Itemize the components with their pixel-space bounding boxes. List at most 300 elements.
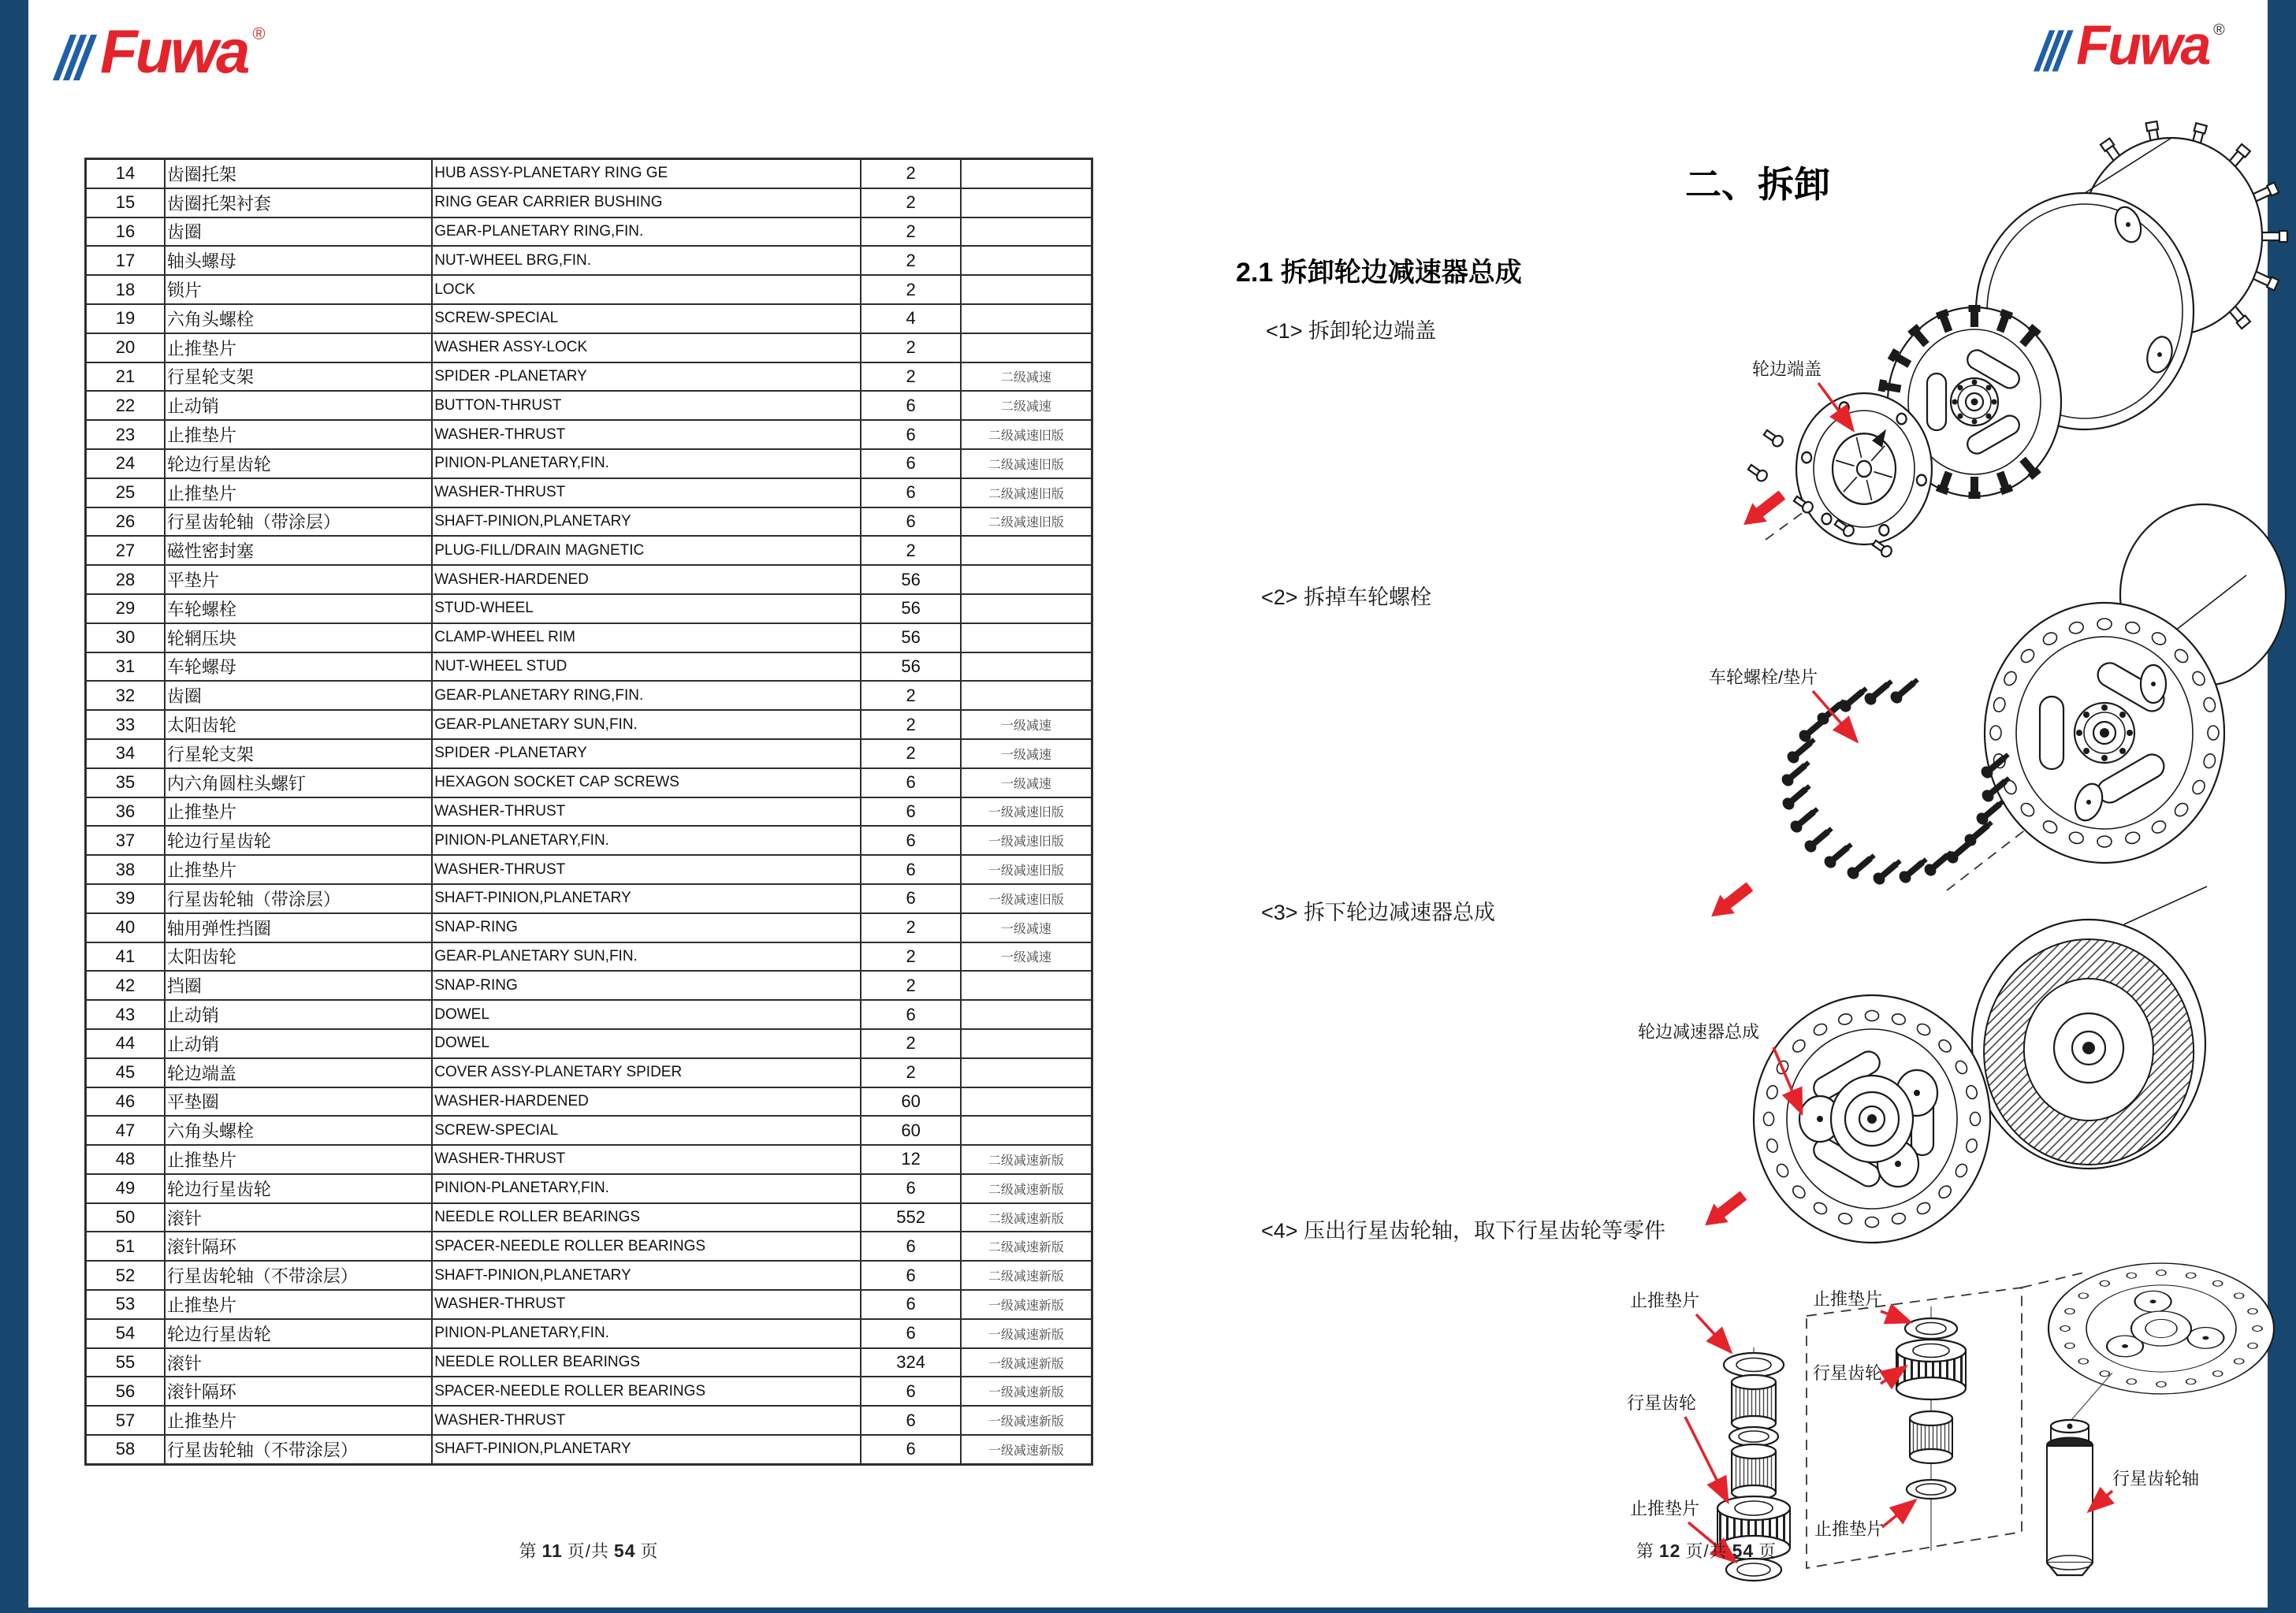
note-cell: 一级减速新版 xyxy=(961,1435,1092,1464)
quantity-cell: 6 xyxy=(861,1435,960,1464)
diagram-remove-reducer-assembly xyxy=(1537,918,2270,1257)
table-row xyxy=(86,391,1092,420)
part-name-en-cell: SHAFT-PINION,PLANETARY xyxy=(432,884,861,913)
reducer-assembly-drawing xyxy=(1754,995,1990,1243)
table-row xyxy=(86,217,1092,247)
part-name-en-cell: COVER ASSY-PLANETARY SPIDER xyxy=(432,1058,861,1087)
part-name-en-cell: SPIDER -PLANETARY xyxy=(432,739,861,768)
note-cell: 一级减速旧版 xyxy=(961,855,1092,884)
part-name-cn-cell: 行星齿轮轴（不带涂层） xyxy=(165,1435,432,1464)
quantity-cell: 2 xyxy=(861,1058,960,1087)
part-number-cell: 56 xyxy=(86,1377,165,1406)
planet-gear-callout-label: 行星齿轮 xyxy=(1627,1393,1697,1413)
part-number-cell: 51 xyxy=(86,1232,165,1261)
part-name-en-cell: SHAFT-PINION,PLANETARY xyxy=(432,1435,861,1464)
part-number-cell: 17 xyxy=(86,246,165,275)
part-name-en-cell: WASHER-THRUST xyxy=(432,855,861,884)
table-row xyxy=(86,275,1092,304)
note-cell xyxy=(961,1058,1092,1087)
note-cell xyxy=(961,594,1092,623)
note-cell: 二级减速旧版 xyxy=(961,420,1092,449)
part-number-cell: 30 xyxy=(86,623,165,652)
logo-slashes-icon xyxy=(61,35,92,80)
quantity-cell: 6 xyxy=(861,1319,960,1348)
part-name-cn-cell: 车轮螺栓 xyxy=(165,594,432,623)
note-cell xyxy=(961,275,1092,304)
table-row xyxy=(86,739,1092,768)
page-number-right: 第 12 页/共 54 页 xyxy=(1635,1541,1777,1561)
middle-parts-stack-drawing xyxy=(1896,1306,1966,1551)
note-cell: 二级减速旧版 xyxy=(961,449,1092,478)
part-name-en-cell: WASHER-THRUST xyxy=(432,1290,861,1319)
note-cell xyxy=(961,1116,1092,1145)
part-name-cn-cell: 止动销 xyxy=(165,391,432,420)
note-cell xyxy=(961,217,1092,247)
part-name-cn-cell: 六角头螺栓 xyxy=(165,304,432,333)
planet-shaft-callout-label: 行星齿轮轴 xyxy=(2112,1469,2200,1488)
note-cell: 一级减速旧版 xyxy=(961,884,1092,913)
quantity-cell: 6 xyxy=(861,1261,960,1290)
part-name-en-cell: WASHER-THRUST xyxy=(432,797,861,827)
part-name-cn-cell: 平垫圈 xyxy=(165,1087,432,1117)
part-name-cn-cell: 止推垫片 xyxy=(165,855,432,884)
table-row xyxy=(86,1087,1092,1117)
quantity-cell: 6 xyxy=(861,507,960,537)
table-row xyxy=(86,1435,1092,1464)
part-name-en-cell: GEAR-PLANETARY SUN,FIN. xyxy=(432,942,861,972)
part-name-en-cell: DOWEL xyxy=(432,1029,861,1058)
part-name-cn-cell: 轮边行星齿轮 xyxy=(165,449,432,478)
table-row xyxy=(86,507,1092,537)
table-row xyxy=(86,362,1092,392)
note-cell: 二级减速新版 xyxy=(961,1145,1092,1174)
quantity-cell: 2 xyxy=(861,971,960,1000)
quantity-cell: 2 xyxy=(861,1029,960,1058)
part-name-en-cell: RING GEAR CARRIER BUSHING xyxy=(432,188,861,217)
direction-arrow-icon xyxy=(1736,485,1789,534)
table-row xyxy=(86,855,1092,884)
part-name-cn-cell: 内六角圆柱头螺钉 xyxy=(165,768,432,797)
quantity-cell: 56 xyxy=(861,623,960,652)
part-number-cell: 24 xyxy=(86,449,165,478)
quantity-cell: 2 xyxy=(861,710,960,739)
quantity-cell: 6 xyxy=(861,1377,960,1406)
fuwa-logo xyxy=(2041,13,2225,76)
quantity-cell: 4 xyxy=(861,304,960,333)
part-number-cell: 28 xyxy=(86,565,165,594)
table-row xyxy=(86,884,1092,913)
washer-callout-label: 止推垫片 xyxy=(1813,1289,1883,1309)
part-name-cn-cell: 行星齿轮轴（带涂层） xyxy=(165,507,432,537)
part-number-cell: 54 xyxy=(86,1319,165,1348)
part-name-cn-cell: 六角头螺栓 xyxy=(165,1116,432,1145)
note-cell xyxy=(961,304,1092,333)
part-number-cell: 46 xyxy=(86,1087,165,1117)
part-name-cn-cell: 轴头螺母 xyxy=(165,246,432,275)
table-row xyxy=(86,1348,1092,1377)
part-name-en-cell: SNAP-RING xyxy=(432,913,861,942)
table-row xyxy=(86,420,1092,449)
part-number-cell: 35 xyxy=(86,768,165,797)
part-number-cell: 18 xyxy=(86,275,165,304)
table-row xyxy=(86,826,1092,855)
part-name-cn-cell: 滚针 xyxy=(165,1203,432,1232)
quantity-cell: 552 xyxy=(861,1203,960,1232)
part-number-cell: 50 xyxy=(86,1203,165,1232)
quantity-cell: 6 xyxy=(861,1000,960,1029)
note-cell: 二级减速新版 xyxy=(961,1261,1092,1290)
note-cell: 一级减速 xyxy=(961,710,1092,739)
part-number-cell: 25 xyxy=(86,478,165,507)
note-cell: 一级减速 xyxy=(961,942,1092,972)
parts-table xyxy=(84,158,1093,1466)
part-name-cn-cell: 止动销 xyxy=(165,1029,432,1058)
note-cell: 二级减速 xyxy=(961,391,1092,420)
part-name-cn-cell: 齿圈 xyxy=(165,681,432,710)
part-name-cn-cell: 齿圈托架 xyxy=(165,159,432,188)
part-number-cell: 42 xyxy=(86,971,165,1000)
logo-wordmark: Fuwa xyxy=(2076,13,2209,76)
part-name-en-cell: PINION-PLANETARY,FIN. xyxy=(432,449,861,478)
part-name-en-cell: WASHER-HARDENED xyxy=(432,1087,861,1117)
part-name-cn-cell: 轮辋压块 xyxy=(165,623,432,652)
note-cell: 二级减速新版 xyxy=(961,1232,1092,1261)
part-name-cn-cell: 滚针 xyxy=(165,1348,432,1377)
logo-slashes-icon xyxy=(2041,30,2069,71)
part-name-en-cell: BUTTON-THRUST xyxy=(432,391,861,420)
quantity-cell: 2 xyxy=(861,159,960,188)
part-name-en-cell: GEAR-PLANETARY RING,FIN. xyxy=(432,681,861,710)
step-1-label: <1> 拆卸轮边端盖 xyxy=(1266,319,1437,343)
table-row xyxy=(86,246,1092,275)
quantity-cell: 6 xyxy=(861,855,960,884)
table-row xyxy=(86,1174,1092,1203)
table-row xyxy=(86,188,1092,217)
table-row xyxy=(86,1290,1092,1319)
part-name-en-cell: SNAP-RING xyxy=(432,971,861,1000)
note-cell: 一级减速新版 xyxy=(961,1377,1092,1406)
part-name-cn-cell: 行星轮支架 xyxy=(165,362,432,392)
quantity-cell: 6 xyxy=(861,1232,960,1261)
hub-with-ring-gear-drawing xyxy=(1972,886,2207,1169)
logo-wordmark: Fuwa xyxy=(100,17,248,86)
section-title: 2.1 拆卸轮边减速器总成 xyxy=(1236,258,1522,288)
part-name-cn-cell: 行星轮支架 xyxy=(165,739,432,768)
parts-table-body xyxy=(86,159,1092,1465)
note-cell: 二级减速新版 xyxy=(961,1174,1092,1203)
quantity-cell: 2 xyxy=(861,217,960,247)
part-name-cn-cell: 止推垫片 xyxy=(165,1290,432,1319)
part-number-cell: 16 xyxy=(86,217,165,247)
part-number-cell: 39 xyxy=(86,884,165,913)
quantity-cell: 2 xyxy=(861,942,960,972)
quantity-cell: 2 xyxy=(861,681,960,710)
note-cell: 一级减速 xyxy=(961,768,1092,797)
wheel-stud-callout-label: 车轮螺栓/垫片 xyxy=(1709,667,1818,687)
part-number-cell: 15 xyxy=(86,188,165,217)
part-number-cell: 36 xyxy=(86,797,165,827)
note-cell: 一级减速新版 xyxy=(961,1406,1092,1435)
left-edge-bar xyxy=(0,0,28,1613)
table-row xyxy=(86,1203,1092,1232)
part-number-cell: 57 xyxy=(86,1406,165,1435)
part-name-en-cell: NUT-WHEEL STUD xyxy=(432,652,861,682)
part-name-cn-cell: 轮边行星齿轮 xyxy=(165,826,432,855)
step-3-label: <3> 拆下轮边减速器总成 xyxy=(1261,901,1496,924)
quantity-cell: 6 xyxy=(861,420,960,449)
part-name-en-cell: SPIDER -PLANETARY xyxy=(432,362,861,392)
part-name-cn-cell: 止动销 xyxy=(165,1000,432,1029)
part-name-cn-cell: 轴用弹性挡圈 xyxy=(165,913,432,942)
table-row xyxy=(86,913,1092,942)
part-name-en-cell: WASHER-THRUST xyxy=(432,1406,861,1435)
part-name-cn-cell: 止推垫片 xyxy=(165,478,432,507)
note-cell xyxy=(961,159,1092,188)
table-row xyxy=(86,594,1092,623)
quantity-cell: 6 xyxy=(861,797,960,827)
stud-ring-drawing xyxy=(1779,675,2012,886)
part-name-cn-cell: 太阳齿轮 xyxy=(165,710,432,739)
part-number-cell: 48 xyxy=(86,1145,165,1174)
cover-callout-label: 轮边端盖 xyxy=(1752,359,1822,379)
quantity-cell: 56 xyxy=(861,565,960,594)
part-name-cn-cell: 行星齿轮轴（带涂层） xyxy=(165,884,432,913)
part-name-en-cell: PINION-PLANETARY,FIN. xyxy=(432,1319,861,1348)
quantity-cell: 2 xyxy=(861,739,960,768)
part-name-en-cell: HUB ASSY-PLANETARY RING GE xyxy=(432,159,861,188)
part-name-cn-cell: 止推垫片 xyxy=(165,797,432,827)
step-4-label: <4> 压出行星齿轮轴，取下行星齿轮等零件 xyxy=(1261,1219,1666,1243)
part-name-cn-cell: 滚针隔环 xyxy=(165,1377,432,1406)
part-name-en-cell: SPACER-NEEDLE ROLLER BEARINGS xyxy=(432,1232,861,1261)
part-number-cell: 52 xyxy=(86,1261,165,1290)
part-number-cell: 58 xyxy=(86,1435,165,1464)
part-number-cell: 31 xyxy=(86,652,165,682)
part-name-cn-cell: 止推垫片 xyxy=(165,333,432,362)
part-number-cell: 20 xyxy=(86,333,165,362)
part-name-en-cell: SCREW-SPECIAL xyxy=(432,1116,861,1145)
note-cell xyxy=(961,1029,1092,1058)
note-cell: 一级减速旧版 xyxy=(961,797,1092,827)
table-row xyxy=(86,1116,1092,1145)
note-cell xyxy=(961,1087,1092,1117)
table-row xyxy=(86,623,1092,652)
part-name-cn-cell: 轮边端盖 xyxy=(165,1058,432,1087)
note-cell: 一级减速 xyxy=(961,739,1092,768)
part-name-cn-cell: 太阳齿轮 xyxy=(165,942,432,972)
washer-callout-label: 止推垫片 xyxy=(1630,1499,1700,1518)
part-name-cn-cell: 轮边行星齿轮 xyxy=(165,1174,432,1203)
part-number-cell: 21 xyxy=(86,362,165,392)
note-cell xyxy=(961,623,1092,652)
part-number-cell: 19 xyxy=(86,304,165,333)
part-number-cell: 45 xyxy=(86,1058,165,1087)
quantity-cell: 60 xyxy=(861,1116,960,1145)
part-name-cn-cell: 轮边行星齿轮 xyxy=(165,1319,432,1348)
part-name-cn-cell: 行星齿轮轴（不带涂层） xyxy=(165,1261,432,1290)
part-name-cn-cell: 止推垫片 xyxy=(165,420,432,449)
quantity-cell: 6 xyxy=(861,391,960,420)
reducer-callout-label: 轮边减速器总成 xyxy=(1638,1022,1760,1042)
quantity-cell: 60 xyxy=(861,1087,960,1117)
chapter-title: 二、拆卸 xyxy=(1685,164,1830,205)
fuwa-logo xyxy=(61,17,266,86)
table-row xyxy=(86,1377,1092,1406)
note-cell xyxy=(961,1000,1092,1029)
table-row xyxy=(86,565,1092,594)
washer-callout-label: 止推垫片 xyxy=(1630,1291,1700,1310)
part-name-cn-cell: 锁片 xyxy=(165,275,432,304)
note-cell: 二级减速旧版 xyxy=(961,478,1092,507)
note-cell xyxy=(961,246,1092,275)
part-name-en-cell: HEXAGON SOCKET CAP SCREWS xyxy=(432,768,861,797)
note-cell xyxy=(961,652,1092,682)
note-cell: 一级减速 xyxy=(961,913,1092,942)
table-row xyxy=(86,768,1092,797)
part-number-cell: 47 xyxy=(86,1116,165,1145)
part-number-cell: 27 xyxy=(86,536,165,565)
hub-flange-drawing xyxy=(1985,504,2286,863)
part-name-en-cell: CLAMP-WHEEL RIM xyxy=(432,623,861,652)
table-row xyxy=(86,1319,1092,1348)
part-name-cn-cell: 挡圈 xyxy=(165,971,432,1000)
part-name-en-cell: SHAFT-PINION,PLANETARY xyxy=(432,507,861,537)
quantity-cell: 6 xyxy=(861,1290,960,1319)
part-name-en-cell: SPACER-NEEDLE ROLLER BEARINGS xyxy=(432,1377,861,1406)
table-row xyxy=(86,681,1092,710)
table-row xyxy=(86,1000,1092,1029)
note-cell xyxy=(961,333,1092,362)
quantity-cell: 6 xyxy=(861,1174,960,1203)
diagram-remove-cover xyxy=(1730,118,2274,559)
washer-callout-label: 止推垫片 xyxy=(1814,1519,1885,1539)
table-row xyxy=(86,159,1092,188)
quantity-cell: 2 xyxy=(861,188,960,217)
diagram-remove-wheel-studs xyxy=(1695,556,2270,926)
part-name-en-cell: LOCK xyxy=(432,275,861,304)
part-name-en-cell: WASHER-THRUST xyxy=(432,478,861,507)
direction-arrow-icon xyxy=(1698,1186,1751,1235)
part-name-cn-cell: 磁性密封塞 xyxy=(165,536,432,565)
part-name-en-cell: SCREW-SPECIAL xyxy=(432,304,861,333)
table-row xyxy=(86,478,1092,507)
part-number-cell: 53 xyxy=(86,1290,165,1319)
part-name-en-cell: STUD-WHEEL xyxy=(432,594,861,623)
part-name-en-cell: WASHER-HARDENED xyxy=(432,565,861,594)
quantity-cell: 2 xyxy=(861,246,960,275)
quantity-cell: 2 xyxy=(861,913,960,942)
part-name-cn-cell: 止推垫片 xyxy=(165,1145,432,1174)
quantity-cell: 2 xyxy=(861,275,960,304)
quantity-cell: 6 xyxy=(861,768,960,797)
page-number-left: 第 11 页/共 54 页 xyxy=(519,1541,659,1561)
part-name-cn-cell: 滚针隔环 xyxy=(165,1232,432,1261)
step-2-label: <2> 拆掉车轮螺栓 xyxy=(1261,585,1432,609)
quantity-cell: 6 xyxy=(861,1406,960,1435)
part-number-cell: 38 xyxy=(86,855,165,884)
table-row xyxy=(86,1029,1092,1058)
quantity-cell: 2 xyxy=(861,536,960,565)
quantity-cell: 56 xyxy=(861,594,960,623)
table-row xyxy=(86,710,1092,739)
table-row xyxy=(86,1232,1092,1261)
part-name-en-cell: DOWEL xyxy=(432,1000,861,1029)
quantity-cell: 324 xyxy=(861,1348,960,1377)
table-row xyxy=(86,1145,1092,1174)
table-row xyxy=(86,449,1092,478)
part-name-en-cell: GEAR-PLANETARY SUN,FIN. xyxy=(432,710,861,739)
part-number-cell: 14 xyxy=(86,159,165,188)
note-cell: 一级减速旧版 xyxy=(961,826,1092,855)
part-name-en-cell: PINION-PLANETARY,FIN. xyxy=(432,1174,861,1203)
part-name-en-cell: WASHER ASSY-LOCK xyxy=(432,333,861,362)
part-number-cell: 23 xyxy=(86,420,165,449)
planet-carrier-drawing xyxy=(2049,1263,2274,1394)
part-number-cell: 55 xyxy=(86,1348,165,1377)
part-name-cn-cell: 平垫片 xyxy=(165,565,432,594)
part-number-cell: 44 xyxy=(86,1029,165,1058)
note-cell: 一级减速新版 xyxy=(961,1290,1092,1319)
part-name-cn-cell: 齿圈 xyxy=(165,217,432,247)
quantity-cell: 2 xyxy=(861,333,960,362)
note-cell xyxy=(961,188,1092,217)
part-name-en-cell: NEEDLE ROLLER BEARINGS xyxy=(432,1203,861,1232)
registered-mark: ® xyxy=(252,24,266,43)
part-name-en-cell: PLUG-FILL/DRAIN MAGNETIC xyxy=(432,536,861,565)
table-row xyxy=(86,333,1092,362)
table-row xyxy=(86,1261,1092,1290)
part-name-en-cell: NEEDLE ROLLER BEARINGS xyxy=(432,1348,861,1377)
table-row xyxy=(86,536,1092,565)
table-row xyxy=(86,1058,1092,1087)
quantity-cell: 6 xyxy=(861,449,960,478)
wheel-end-cover-drawing xyxy=(1796,393,1932,544)
note-cell: 二级减速 xyxy=(961,362,1092,392)
part-number-cell: 22 xyxy=(86,391,165,420)
quantity-cell: 6 xyxy=(861,478,960,507)
table-row xyxy=(86,971,1092,1000)
note-cell: 二级减速新版 xyxy=(961,1203,1092,1232)
part-number-cell: 26 xyxy=(86,507,165,537)
part-name-en-cell: PINION-PLANETARY,FIN. xyxy=(432,826,861,855)
quantity-cell: 12 xyxy=(861,1145,960,1174)
table-row xyxy=(86,942,1092,972)
part-number-cell: 32 xyxy=(86,681,165,710)
registered-mark: ® xyxy=(2213,20,2225,39)
part-name-en-cell: NUT-WHEEL BRG,FIN. xyxy=(432,246,861,275)
part-number-cell: 34 xyxy=(86,739,165,768)
quantity-cell: 6 xyxy=(861,884,960,913)
part-name-en-cell: WASHER-THRUST xyxy=(432,1145,861,1174)
note-cell: 一级减速新版 xyxy=(961,1319,1092,1348)
note-cell xyxy=(961,565,1092,594)
bottom-edge-bar xyxy=(0,1607,2296,1613)
note-cell: 二级减速旧版 xyxy=(961,507,1092,537)
quantity-cell: 56 xyxy=(861,652,960,682)
note-cell xyxy=(961,536,1092,565)
table-row xyxy=(86,1406,1092,1435)
part-name-cn-cell: 齿圈托架衬套 xyxy=(165,188,432,217)
part-number-cell: 37 xyxy=(86,826,165,855)
part-name-cn-cell: 车轮螺母 xyxy=(165,652,432,682)
quantity-cell: 2 xyxy=(861,362,960,392)
quantity-cell: 6 xyxy=(861,826,960,855)
part-number-cell: 33 xyxy=(86,710,165,739)
part-name-en-cell: WASHER-THRUST xyxy=(432,420,861,449)
note-cell xyxy=(961,681,1092,710)
table-row xyxy=(86,304,1092,333)
table-row xyxy=(86,797,1092,827)
